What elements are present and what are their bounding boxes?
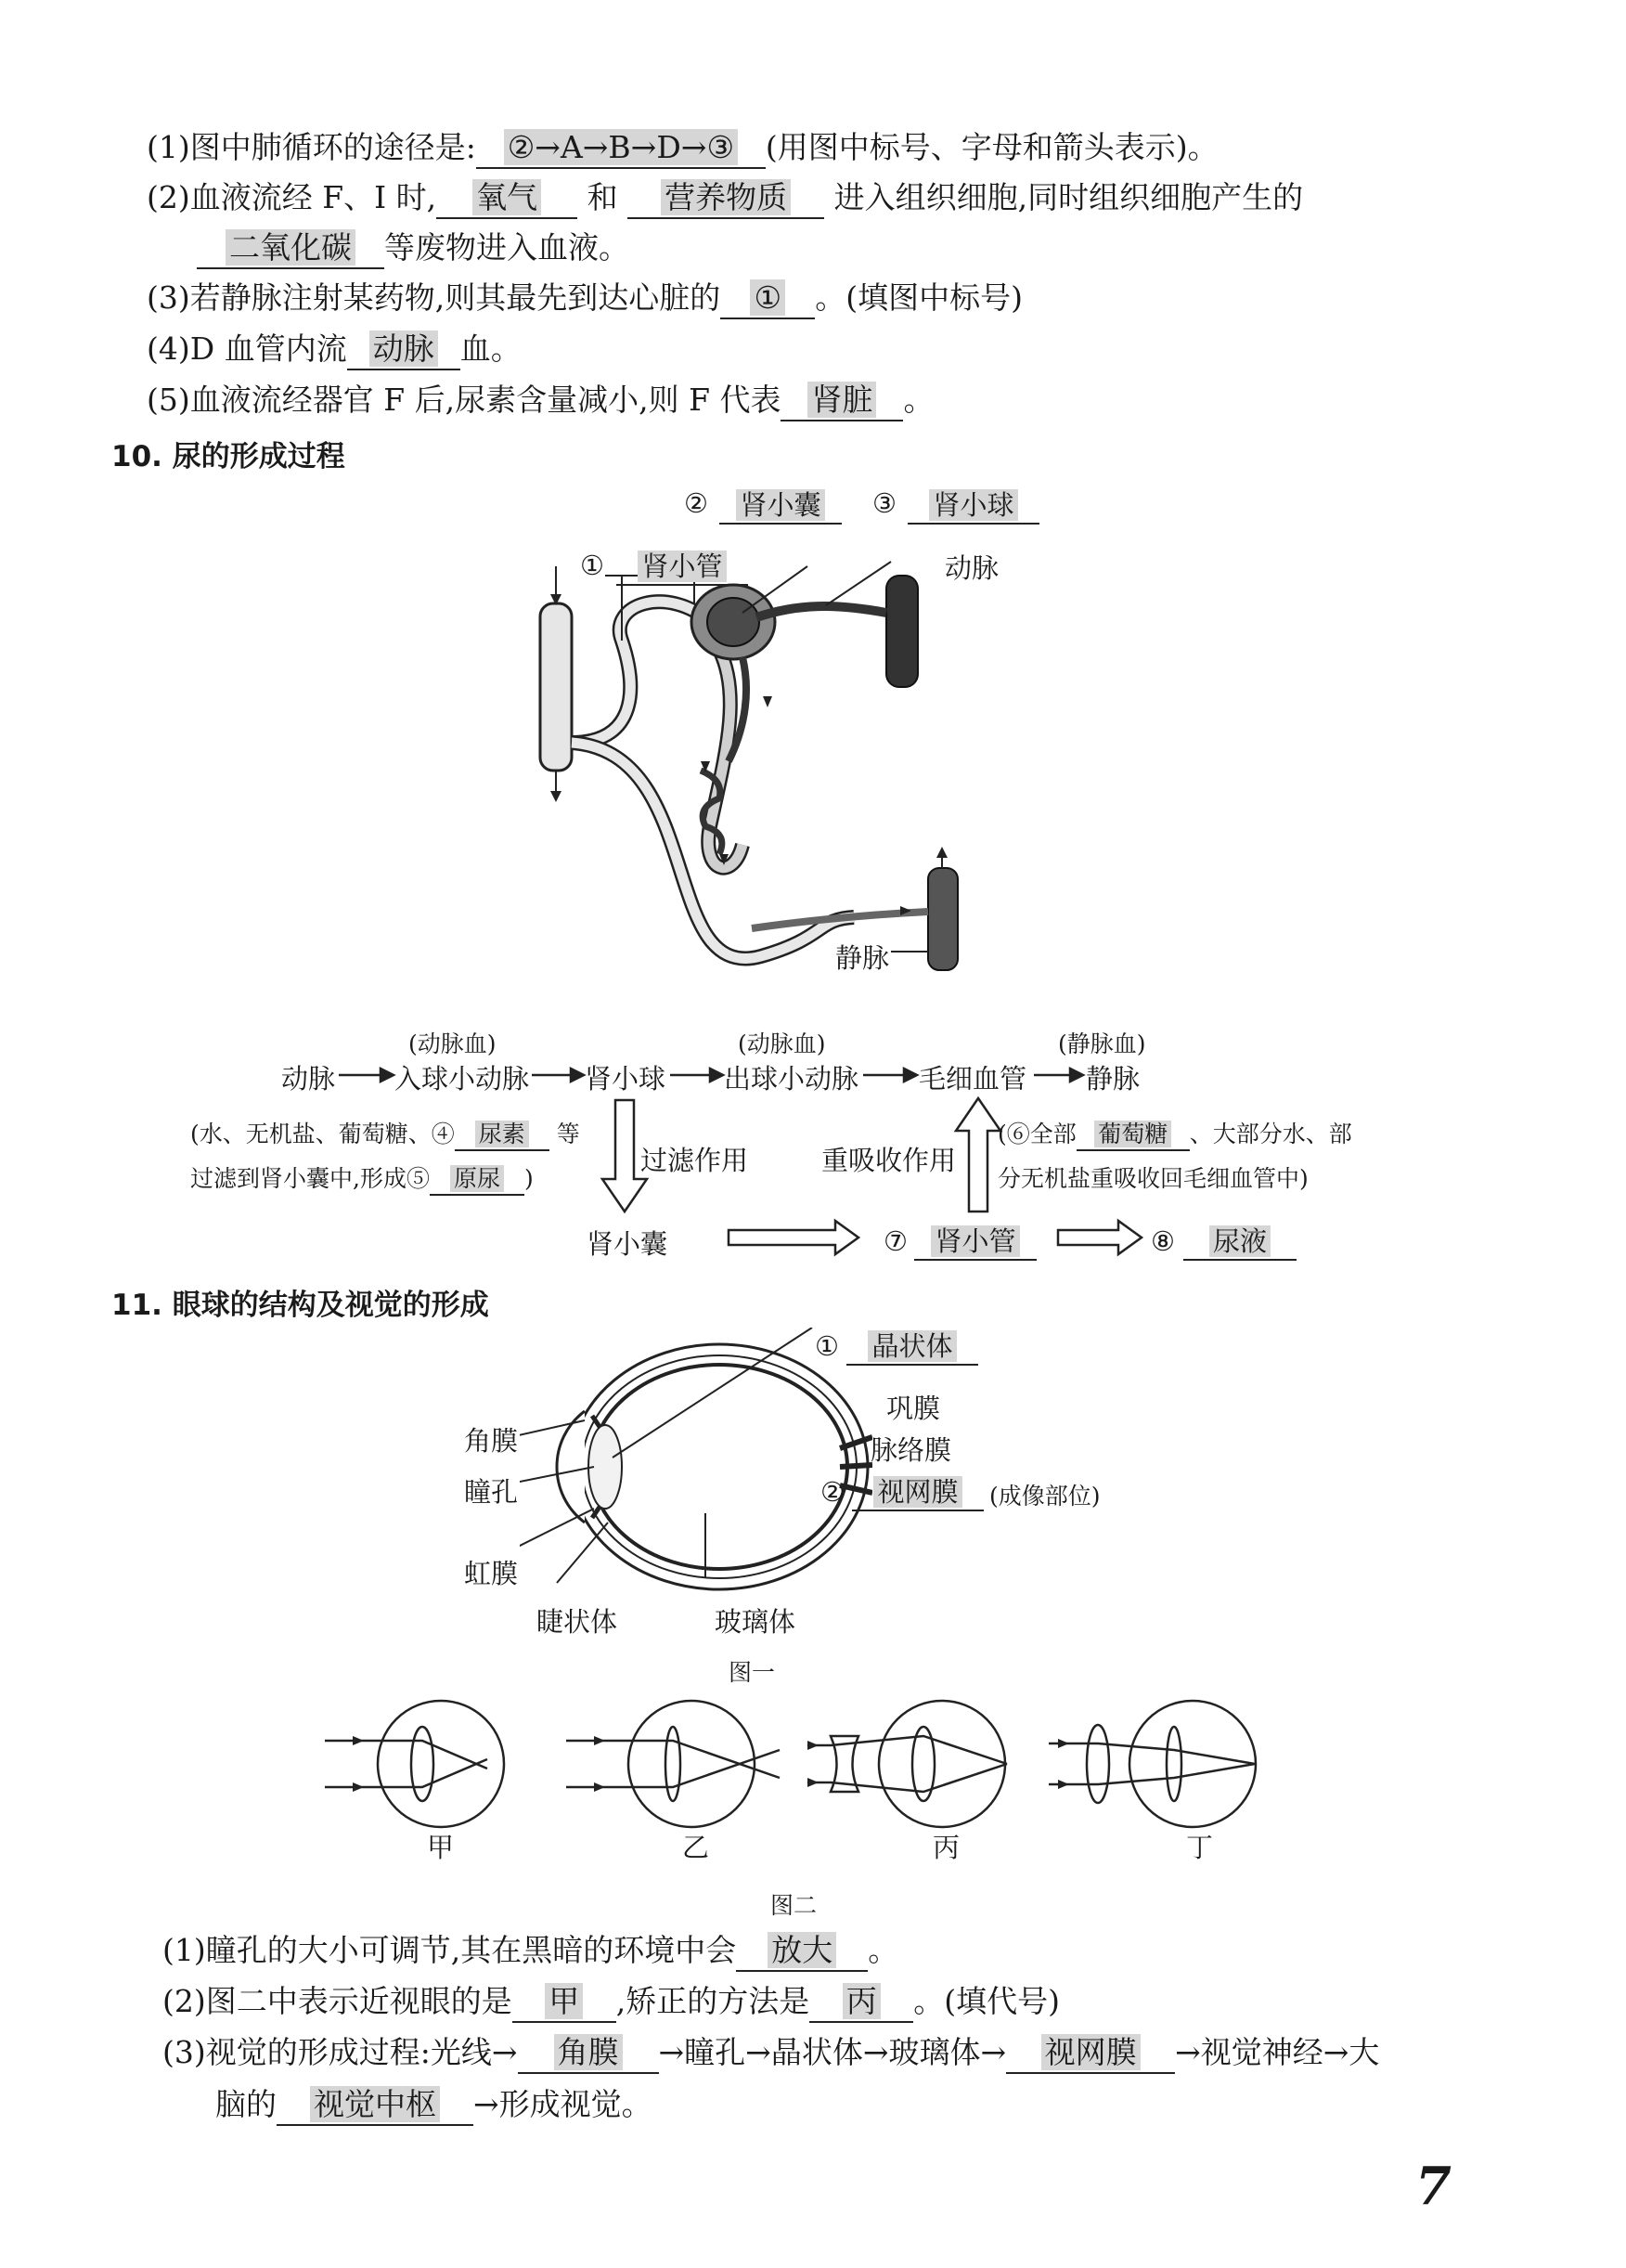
vision-label-ding: 丁 [1186, 1832, 1214, 1863]
flow-node-artery: 动脉 [281, 1063, 336, 1095]
label-eye-num-1: ① [815, 1330, 839, 1362]
answer-nutrients: 营养物质 [661, 179, 791, 215]
label-num-8: ⑧ [1151, 1225, 1175, 1257]
label-capsule-answer: 肾小囊 [719, 485, 842, 525]
flow-node-capillary: 毛细血管 [919, 1063, 1027, 1095]
eye-diagram [520, 1328, 872, 1597]
flow-node-afferent: 入球小动脉 [394, 1063, 530, 1095]
section-title-urine: 10. 尿的形成过程 [111, 440, 345, 473]
vision-label-bing: 丙 [933, 1832, 961, 1863]
answer-visual-center: 视觉中枢 [310, 2086, 440, 2122]
label-retina-answer: 视网膜 [852, 1471, 984, 1511]
q11-line-1: (1)瞳孔的大小可调节,其在黑暗的环境中会 放大 。 [162, 1931, 898, 1972]
answer-retina: 视网膜 [1041, 2034, 1141, 2070]
label-sclera: 巩膜 [886, 1393, 941, 1424]
q11-line-3: (3)视觉的形成过程:光线→ 角膜 →瞳孔→晶状体→玻璃体→ 视网膜 →视觉神经→大 [162, 2033, 1379, 2074]
answer-glucose: 葡萄糖 [1094, 1121, 1171, 1147]
label-ciliary: 睫状体 [536, 1606, 618, 1638]
label-num-7: ⑦ [884, 1225, 908, 1257]
label-num-3: ③ [872, 487, 897, 519]
q11-line-2: (2)图二中表示近视眼的是 甲 ,矫正的方法是 丙 。(填代号) [162, 1982, 1060, 2023]
flow-node-tubule: 肾小管 [914, 1221, 1037, 1261]
flow-note-2: (动脉血) [738, 1030, 826, 1057]
flow-note-1: (动脉血) [408, 1030, 497, 1057]
label-reabsorption: 重吸收作用 [821, 1145, 957, 1176]
answer-dilate: 放大 [768, 1932, 836, 1968]
answer-kidney: 肾脏 [807, 382, 876, 418]
flow-node-capsule: 肾小囊 [587, 1228, 668, 1260]
q9-line-4: (3)若静脉注射某药物,则其最先到达心脏的 ① 。(填图中标号) [147, 279, 1023, 319]
reabsorb-note-line2: 分无机盐重吸收回毛细血管中) [998, 1165, 1309, 1192]
answer-urea: 尿素 [475, 1121, 529, 1147]
flow-note-3: (静脉血) [1058, 1030, 1146, 1057]
filtration-note-line2: 过滤到肾小囊中,形成⑤ 原尿 ) [190, 1160, 534, 1196]
answer-primary-urine: 原尿 [450, 1165, 504, 1192]
q9-line-3: 二氧化碳 等废物进入血液。 [197, 228, 629, 269]
figure-1-caption: 图一 [729, 1659, 776, 1686]
flow-node-urine: 尿液 [1183, 1221, 1297, 1261]
answer-myopia: 甲 [545, 1983, 583, 2019]
label-tubule-answer: 肾小管 [616, 546, 748, 586]
vision-figures [316, 1699, 1290, 1838]
answer-heart-chamber: ① [750, 279, 785, 316]
flow-node-vein: 静脉 [1086, 1063, 1141, 1095]
label-lens-answer: 晶状体 [846, 1326, 978, 1366]
reabsorb-note-line1: (⑥全部 葡萄糖 、大部分水、部 [998, 1116, 1352, 1151]
label-artery: 动脉 [945, 552, 1000, 584]
q9-line-2: (2)血液流经 F、I 时, 氧气 和 营养物质 进入组织细胞,同时组织细胞产生的 [147, 178, 1303, 219]
vision-label-yi: 乙 [682, 1832, 710, 1863]
flow-node-efferent: 出球小动脉 [724, 1063, 859, 1095]
answer-correction: 丙 [843, 1983, 881, 2019]
label-vitreous: 玻璃体 [715, 1606, 796, 1638]
q9-line-1: (1)图中肺循环的途径是: ②→A→B→D→③ (用图中标号、字母和箭头表示)。 [147, 128, 1219, 169]
label-num-2: ② [684, 487, 708, 519]
answer-cornea: 角膜 [554, 2034, 623, 2070]
label-cornea: 角膜 [464, 1425, 519, 1457]
q9-line-6: (5)血液流经器官 F 后,尿素含量减小,则 F 代表 肾脏 。 [147, 381, 934, 421]
answer-pulmonary-path: ②→A→B→D→③ [504, 129, 738, 165]
label-iris: 虹膜 [464, 1558, 519, 1589]
answer-artery-blood: 动脉 [369, 330, 438, 367]
label-imaging-site: (成像部位) [989, 1483, 1101, 1510]
label-num-1: ① [580, 550, 604, 581]
figure-2-caption: 图二 [770, 1892, 818, 1919]
answer-co2: 二氧化碳 [226, 229, 355, 266]
filtration-note-line1: (水、无机盐、葡萄糖、④ 尿素 等 [190, 1116, 580, 1151]
label-filtration: 过滤作用 [640, 1145, 749, 1176]
q11-line-4: 脑的 视觉中枢 →形成视觉。 [215, 2085, 652, 2126]
vision-label-jia: 甲 [427, 1832, 455, 1863]
flow-node-glomerulus: 肾小球 [585, 1063, 666, 1095]
label-vein: 静脉 [835, 942, 890, 974]
q9-line-5: (4)D 血管内流 动脉 血。 [147, 330, 522, 370]
page-number: 7 [1415, 2156, 1452, 2217]
answer-oxygen: 氧气 [472, 179, 541, 215]
label-choroid: 脉络膜 [871, 1434, 952, 1466]
label-glomerulus-answer: 肾小球 [908, 485, 1039, 525]
label-eye-num-2: ② [820, 1476, 845, 1508]
section-title-eye: 11. 眼球的结构及视觉的形成 [111, 1289, 489, 1322]
label-pupil: 瞳孔 [464, 1476, 519, 1508]
